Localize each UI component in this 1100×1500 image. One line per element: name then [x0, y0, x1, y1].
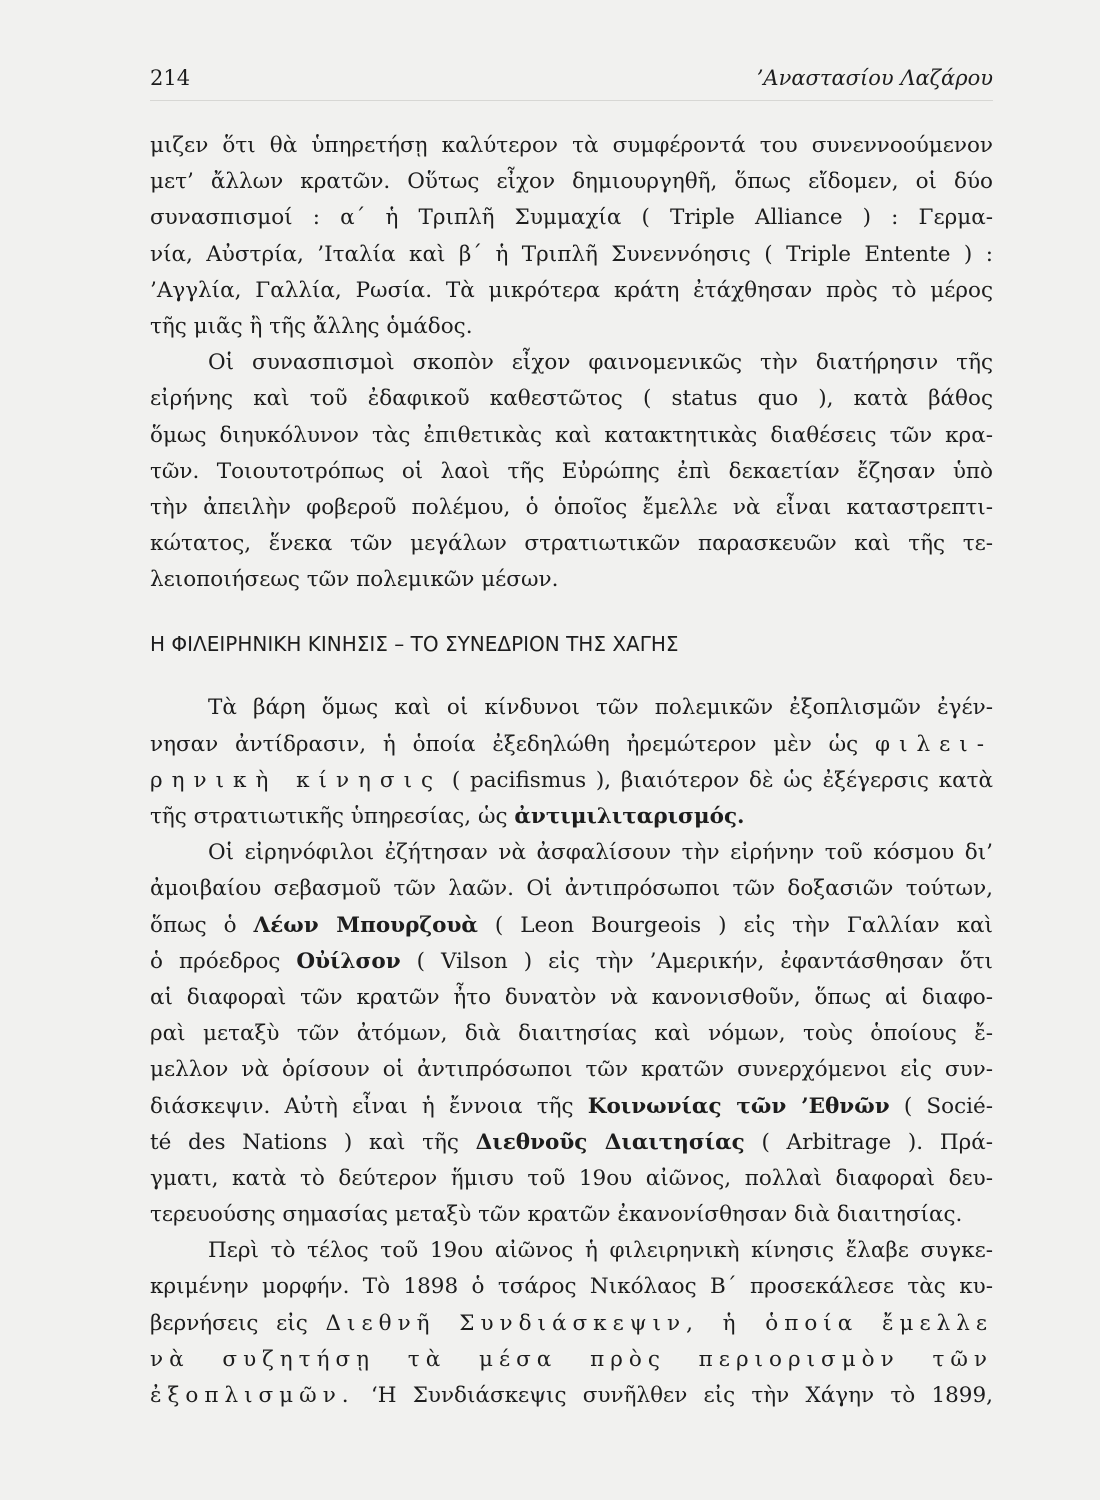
text-span: ( Leon Bourgeois ) εἰς τὴν Γαλλίαν καὶ: [494, 912, 993, 938]
text-line: μετ’ ἄλλων κρατῶν. Οὕτως εἶχον δημιουργηθῆ, ὅπως εἴδομεν, οἱ δύο: [150, 169, 993, 195]
section-heading-text: Η ΦΙΛΕΙΡΗΝΙΚΗ ΚΙΝΗΣΙΣ – ΤΟ ΣΥΝΕΔΡΙΟΝ ΤΗΣ ΧΑΓΗΣ: [150, 632, 679, 657]
text-line: εἰρήνης καὶ τοῦ ἐδαφικοῦ καθεστῶτος ( status quo ), κατὰ βάθος: [150, 386, 993, 412]
header-rule: [150, 100, 993, 101]
text-span: ‘Η Συνδιάσκεψις συνῆλθεν εἰς τὴν Χάγην τὸ 1899,: [370, 1383, 993, 1408]
spaced-emphasis: νὰ συζητήσῃ τὰ μέσα πρὸς περιορισμὸν τῶν: [150, 1346, 993, 1372]
paragraph: [150, 345, 993, 598]
text-line: ὅμως διηυκόλυνον τὰς ἐπιθετικὰς καὶ κατακτητικὰς διαθέσεις τῶν κρα-: [150, 422, 993, 448]
text-line: νία, Αὐστρία, ’Ιταλία καὶ β΄ ἡ Τριπλῆ Συνεννόησις ( Triple Entente ) :: [150, 241, 993, 267]
text-line: [150, 944, 993, 980]
text-line: Τὰ βάρη ὅμως καὶ οἱ κίνδυνοι τῶν πολεμικῶν ἐξοπλισμῶν ἐγέν-: [208, 695, 993, 721]
bold-term: Λέων Μπουρζουὰ: [253, 912, 478, 938]
text-line: [150, 1342, 993, 1378]
text-span: ( pacifismus ), βιαιότερον δὲ ὡς ἐξέγερσις κατὰ: [451, 767, 993, 793]
running-title: ’Αναστασίου Λαζάρου: [756, 66, 993, 90]
text-line: [150, 1125, 993, 1161]
text-line: [150, 763, 993, 799]
paragraph: [150, 1233, 993, 1414]
paragraph: [150, 128, 993, 345]
text-line: [150, 727, 993, 763]
spaced-emphasis: Διεθνῆ Συνδιάσκεψιν, ἡ ὁποία ἔμελλε: [325, 1310, 993, 1336]
text-line: τῶν. Τοιουτοτρόπως οἱ λαοὶ τῆς Εὐρώπης ἐπὶ δεκαετίαν ἔζησαν ὑπὸ: [150, 458, 993, 484]
text-line: γματι, κατὰ τὸ δεύτερον ἥμισυ τοῦ 19ου αἰῶνος, πολλαὶ διαφοραὶ δευ-: [150, 1165, 993, 1191]
text-line: τερευούσης σημασίας μεταξὺ τῶν κρατῶν ἐκανονίσθησαν διὰ διαιτησίας.: [150, 1202, 963, 1228]
bold-term: Διεθνοῦς Διαιτησίας: [475, 1129, 745, 1155]
text-span: ( Arbitrage ). Πρά-: [761, 1129, 993, 1155]
text-line: ἀμοιβαίου σεβασμοῦ τῶν λαῶν. Οἱ ἀντιπρόσωποι τῶν δοξασιῶν τούτων,: [150, 876, 993, 902]
spaced-emphasis: ρηνικὴ κίνησις: [150, 767, 443, 793]
text-line: λειοποιήσεως τῶν πολεμικῶν μέσων.: [150, 567, 559, 593]
text-span: ὅπως ὁ: [150, 912, 237, 938]
spaced-emphasis: φιλει-: [875, 731, 993, 757]
text-line: Οἱ εἰρηνόφιλοι ἐζήτησαν νὰ ἀσφαλίσουν τὴν εἰρήνην τοῦ κόσμου δι’: [208, 840, 993, 866]
text-line: [150, 1306, 993, 1342]
paragraph: [150, 690, 993, 835]
text-line: [150, 1089, 993, 1125]
page-body: [150, 128, 993, 1414]
text-span: té des Nations ) καὶ τῆς: [150, 1129, 459, 1155]
page-header: [150, 66, 993, 96]
text-line: μιζεν ὅτι θὰ ὑπηρετήσῃ καλύτερον τὰ συμφέροντά του συνεννοούμενον: [150, 133, 993, 158]
text-span: ( Vilson ) εἰς τὴν ’Αμερικήν, ἐφαντάσθησαν ὅτι: [416, 948, 993, 974]
text-line: ραὶ μεταξὺ τῶν ἀτόμων, διὰ διαιτησίας καὶ νόμων, τοὺς ὁποίους ἔ-: [150, 1021, 993, 1047]
text-span: βερνήσεις εἰς: [150, 1310, 308, 1336]
text-line: μελλον νὰ ὁρίσουν οἱ ἀντιπρόσωποι τῶν κρατῶν συνερχόμενοι εἰς συν-: [150, 1057, 993, 1083]
section-spacer: [150, 662, 993, 690]
text-line: [150, 1378, 993, 1414]
text-line: [150, 799, 993, 835]
text-line: κριμένην μορφήν. Τὸ 1898 ὁ τσάρος Νικόλαος Β΄ προσεκάλεσε τὰς κυ-: [150, 1274, 993, 1300]
text-span: νησαν ἀντίδρασιν, ἡ ὁποία ἐξεδηλώθη ἠρεμώτερον μὲν ὡς: [150, 731, 859, 757]
text-line: [150, 908, 993, 944]
text-line: Περὶ τὸ τέλος τοῦ 19ου αἰῶνος ἡ φιλειρηνικὴ κίνησις ἔλαβε συγκε-: [208, 1238, 993, 1264]
text-line: Οἱ συνασπισμοὶ σκοπὸν εἶχον φαινομενικῶς τὴν διατήρησιν τῆς: [208, 350, 993, 376]
text-line: αἱ διαφοραὶ τῶν κρατῶν ἦτο δυνατὸν νὰ κανονισθοῦν, ὅπως αἱ διαφο-: [150, 984, 993, 1010]
text-line: κώτατος, ἕνεκα τῶν μεγάλων στρατιωτικῶν παρασκευῶν καὶ τῆς τε-: [150, 531, 993, 557]
text-line: ’Αγγλία, Γαλλία, Ρωσία. Τὰ μικρότερα κράτη ἐτάχθησαν πρὸς τὸ μέρος: [150, 277, 993, 303]
text-line: τὴν ἀπειλὴν φοβεροῦ πολέμου, ὁ ὁποῖος ἔμελλε νὰ εἶναι καταστρεπτι-: [150, 494, 993, 520]
page-number: 214: [150, 66, 191, 90]
section-heading: [150, 626, 993, 662]
text-span: τῆς στρατιωτικῆς ὑπηρεσίας, ὡς: [150, 804, 508, 829]
text-span: διάσκεψιν. Αὐτὴ εἶναι ἡ ἔννοια τῆς: [150, 1093, 574, 1119]
bold-term: Κοινωνίας τῶν ’Εθνῶν: [587, 1093, 890, 1119]
text-line: τῆς μιᾶς ἢ τῆς ἄλλης ὁμάδος.: [150, 313, 473, 339]
text-line: συνασπισμοί : α΄ ἡ Τριπλῆ Συμμαχία ( Triple Alliance ) : Γερμα-: [150, 205, 993, 231]
text-span: ὁ πρόεδρος: [150, 948, 281, 974]
text-span: ( Socié-: [903, 1093, 993, 1119]
paragraph: [150, 835, 993, 1233]
section-spacer: [150, 598, 993, 626]
spaced-emphasis: ἐξοπλισμῶν.: [150, 1383, 355, 1408]
bold-term: ἀντιμιλιταρισμός.: [514, 804, 745, 829]
bold-term: Οὐίλσον: [296, 948, 401, 974]
